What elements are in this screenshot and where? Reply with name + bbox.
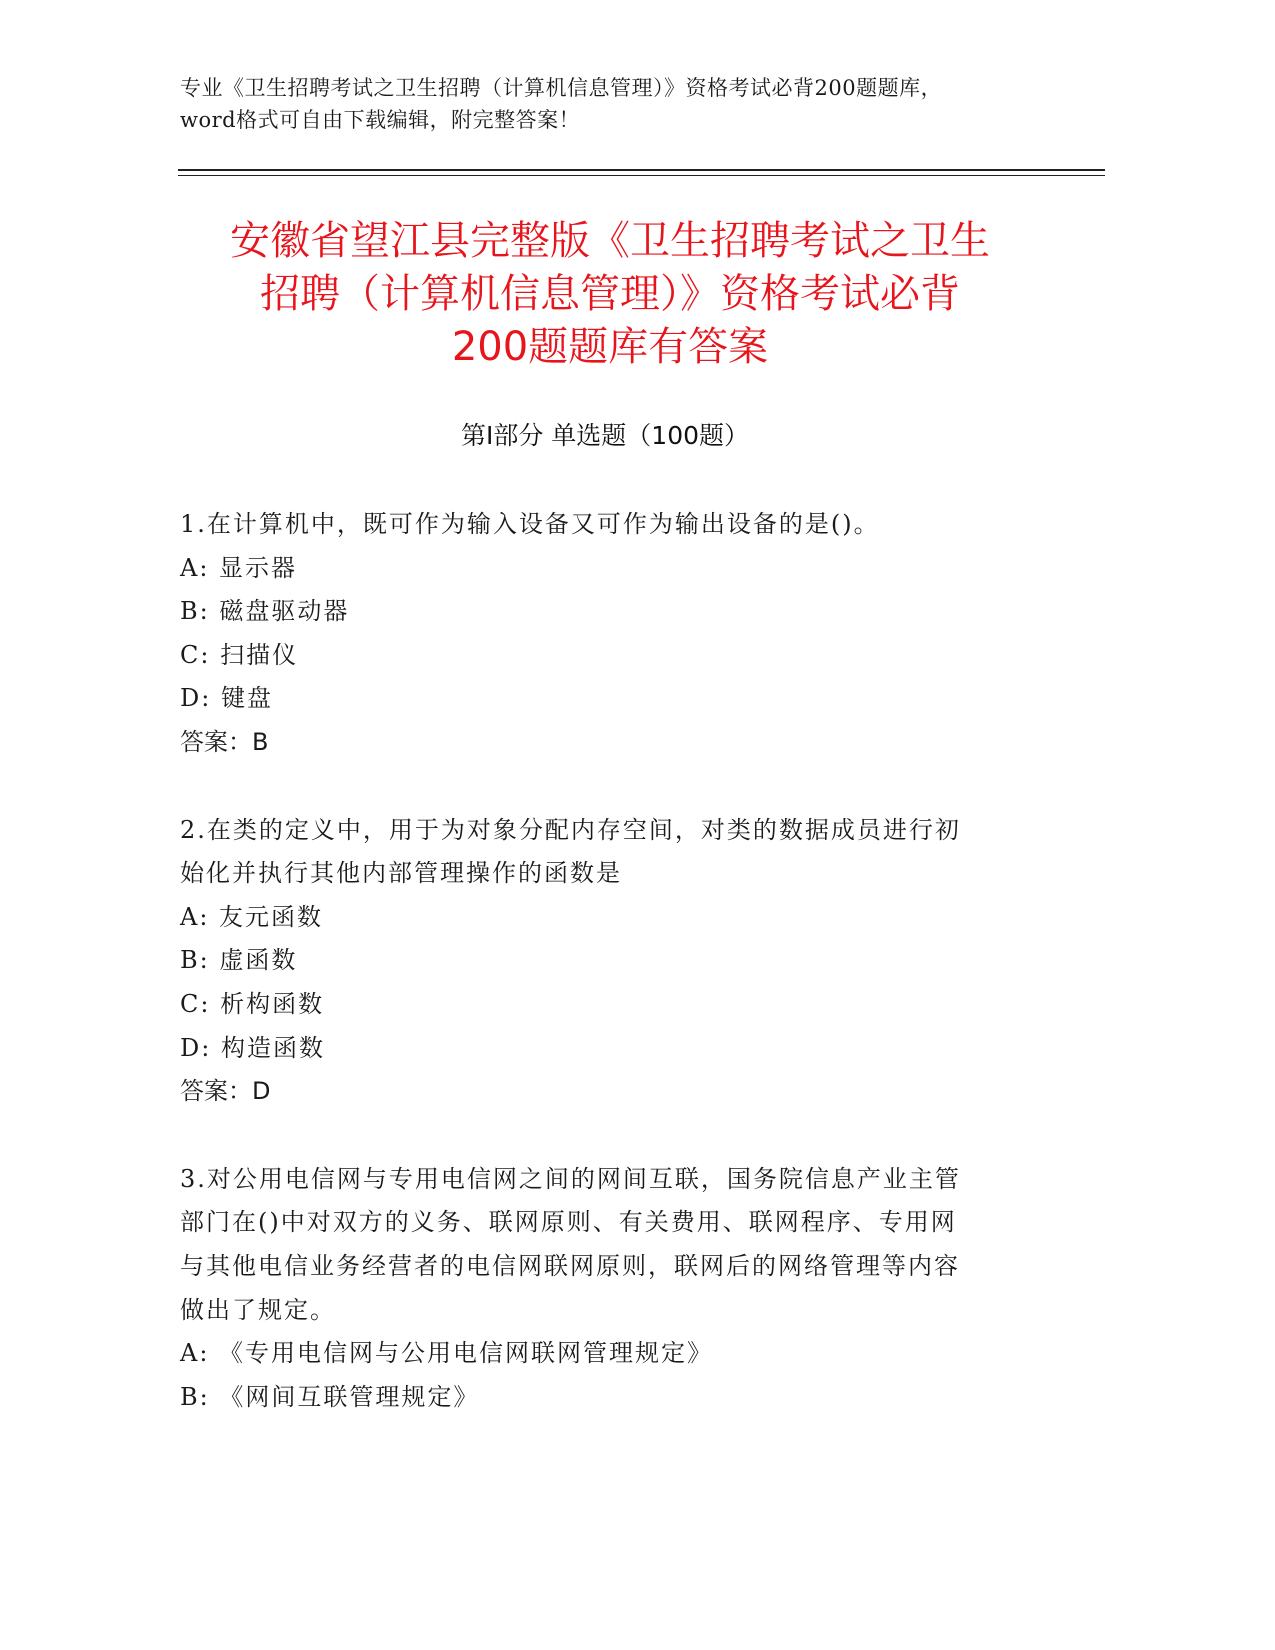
question-1-answer: 答案：B xyxy=(180,727,269,756)
section-heading: 第Ⅰ部分 单选题（100题） xyxy=(460,421,750,450)
header-line-1: 专业《卫生招聘考试之卫生招聘（计算机信息管理）》资格考试必背200题题库， xyxy=(180,76,943,100)
title-line-1: 安徽省望江县完整版《卫生招聘考试之卫生 xyxy=(230,218,990,264)
question-2-answer: 答案：D xyxy=(180,1077,271,1106)
question-1-stem: 1.在计算机中，既可作为输入设备又可作为输出设备的是()。 xyxy=(180,510,880,538)
question-list xyxy=(180,503,1040,1419)
question-2-option-c: C: 析构函数 xyxy=(180,989,325,1018)
question-2-option-b: B: 虚函数 xyxy=(180,946,298,975)
question-spacer xyxy=(180,765,1040,809)
question-2-stem-line-2: 始化并执行其他内部管理操作的函数是 xyxy=(180,859,622,888)
question-3-option-b: B: 《网间互联管理规定》 xyxy=(180,1382,480,1411)
question-spacer xyxy=(180,1114,1040,1158)
question-2-option-a: A: 友元函数 xyxy=(180,902,324,931)
question-3-stem-line-3: 与其他电信业务经营者的电信网联网原则，联网后的网络管理等内容 xyxy=(180,1251,960,1280)
question-3-stem-line-2: 部门在()中对双方的义务、联网原则、有关费用、联网程序、专用网 xyxy=(180,1208,957,1237)
question-1 xyxy=(180,503,1040,765)
header-divider-thin xyxy=(178,175,1105,176)
question-1-option-c: C: 扫描仪 xyxy=(180,640,299,669)
title-line-2: 招聘（计算机信息管理）》资格考试必背 xyxy=(260,271,960,317)
document-title xyxy=(150,215,1070,374)
header-divider-thick xyxy=(178,169,1105,171)
question-2 xyxy=(180,809,1040,1114)
question-1-option-b: B: 磁盘驱动器 xyxy=(180,597,350,626)
question-2-option-d: D: 构造函数 xyxy=(180,1033,325,1062)
header-line-2: word格式可自由下载编辑，附完整答案！ xyxy=(180,108,581,132)
question-1-option-a: A: 显示器 xyxy=(180,553,298,582)
title-line-3: 200题题库有答案 xyxy=(451,324,769,370)
question-1-option-d: D: 键盘 xyxy=(180,684,273,713)
question-3-stem-line-4: 做出了规定。 xyxy=(180,1295,336,1324)
question-2-stem-line-1: 2.在类的定义中，用于为对象分配内存空间，对类的数据成员进行初 xyxy=(180,815,961,844)
header-note xyxy=(180,72,1060,136)
question-3 xyxy=(180,1158,1040,1420)
question-3-option-a: A: 《专用电信网与公用电信网联网管理规定》 xyxy=(180,1339,714,1368)
question-3-stem-line-1: 3.对公用电信网与专用电信网之间的网间互联，国务院信息产业主管 xyxy=(180,1164,961,1193)
